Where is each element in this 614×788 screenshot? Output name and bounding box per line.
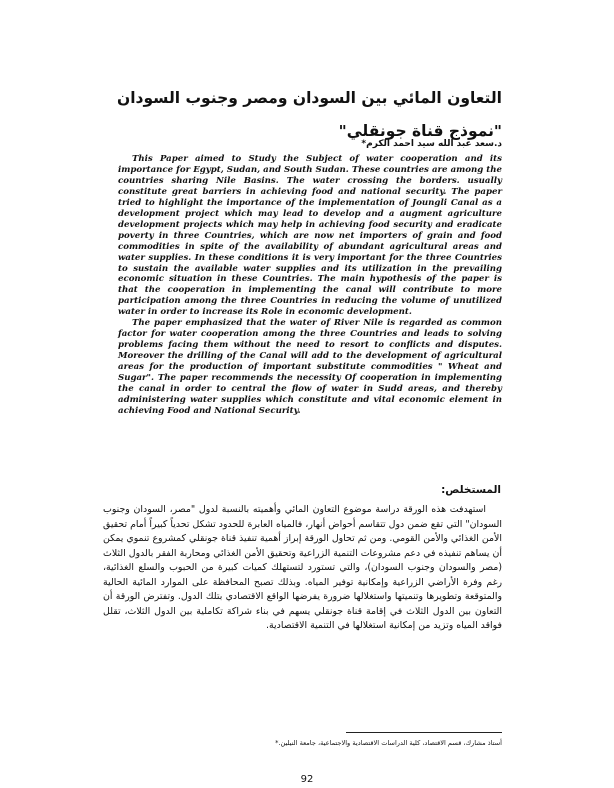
paper-title: التعاون المائي بين السودان ومصر وجنوب السودان "نموذج قناة جونقلي" xyxy=(116,89,502,140)
arabic-summary-paragraph: استهدفت هذه الورقة دراسة موضوع التعاون المائي وأهميته بالنسبة لدول "مصر، السودان وجنوب السودان" التي تقع ضمن دول تتقاسم أحواض أنهار، فالمياه العابرة للحدود تشكل تحدياً كبيراً أمام تحقيق الأمن الغذائي والأمن القومي. ومن ثم تحاول الورقة إبراز أهمية تنفيذ قناة جونقلي كمشروع تنموي يمكن أن يساهم تنفيذه في دعم مشروعات التنمية الزراعية وتحقيق الأمن الغذائي ومحاربة الفقر بالدول الثلاث (مصر والسودان وجنوب السودان)، والتي تستورد لتستهلك كميات كبيرة من الحبوب والسلع الغذائية، رغم وفرة الأراضي الزراعية وإمكانية توفير المياه. وبذلك تصبح المحافظة على الموارد المائية الحالية والمتوقعة وتطويرها وتنميتها واستغلالها ضرورة يفرضها الواقع الاقتصادي بتلك الدول. وتفترض الورقة أن التعاون بين الدول الثلاث في إقامة قناة جونقلي يسهم في بناء شراكة تكاملية بين الدول الثلاث، تقلل فواقد المياه وتزيد من إمكانية استغلالها في التنمية الاقتصادية. xyxy=(103,504,502,632)
english-abstract xyxy=(118,154,502,417)
arabic-summary-heading: المستخلص: xyxy=(441,484,501,496)
arabic-summary xyxy=(103,503,502,634)
abstract-paragraph-2: The paper emphasized that the water of River Nile is regarded as common factor for water cooperation among the three Countries and leads to solving problems facing them without the need to resort to conflicts and disputes. Moreover the drilling of the Canal will add to the development of agricultural areas for the production of important substitute commodities " Wheat and Sugar". The paper recommends the necessity Of cooperation in implementing the canal in order to central the flow of water in Sudd areas, and thereby administering water supplies which constitute and vital economic element in achieving Food and National Security. xyxy=(118,318,502,416)
author-name: د.سعد عبد الله سيد احمد الكرم* xyxy=(361,139,502,149)
footnote-divider xyxy=(346,732,502,733)
abstract-paragraph-1: This Paper aimed to Study the Subject of water cooperation and its importance for Egypt, Sudan, and South Sudan. These countries are among the countries sharing Nile Basins. The water crossing the borders. usually constitute great barriers in achieving food and national security. The paper tried to highlight the importance of the implementation of Joungli Canal as a development project which may lead to develop and a augment agriculture development projects which may help in achieving food security and eradicate poverty in three Countries, which are now net importers of grain and food commodities in spite of the availability of abundant agricultural areas and water supplies. In these conditions it is very important for the three Countries to sustain the available water supplies and its utilization in the prevailing economic situation in these Countries. The main hypothesis of the paper is that the cooperation in implementing the canal will contribute to more participation among the three Countries in reducing the volume of unutilized water in order to increase its Role in economic development. xyxy=(118,154,502,318)
page-number: 92 xyxy=(300,774,314,785)
author-footnote: أستاذ مشارك، قسم الاقتصاد، كلية الدراسات الاقتصادية والاجتماعية، جامعة النيلين.* xyxy=(275,739,502,747)
